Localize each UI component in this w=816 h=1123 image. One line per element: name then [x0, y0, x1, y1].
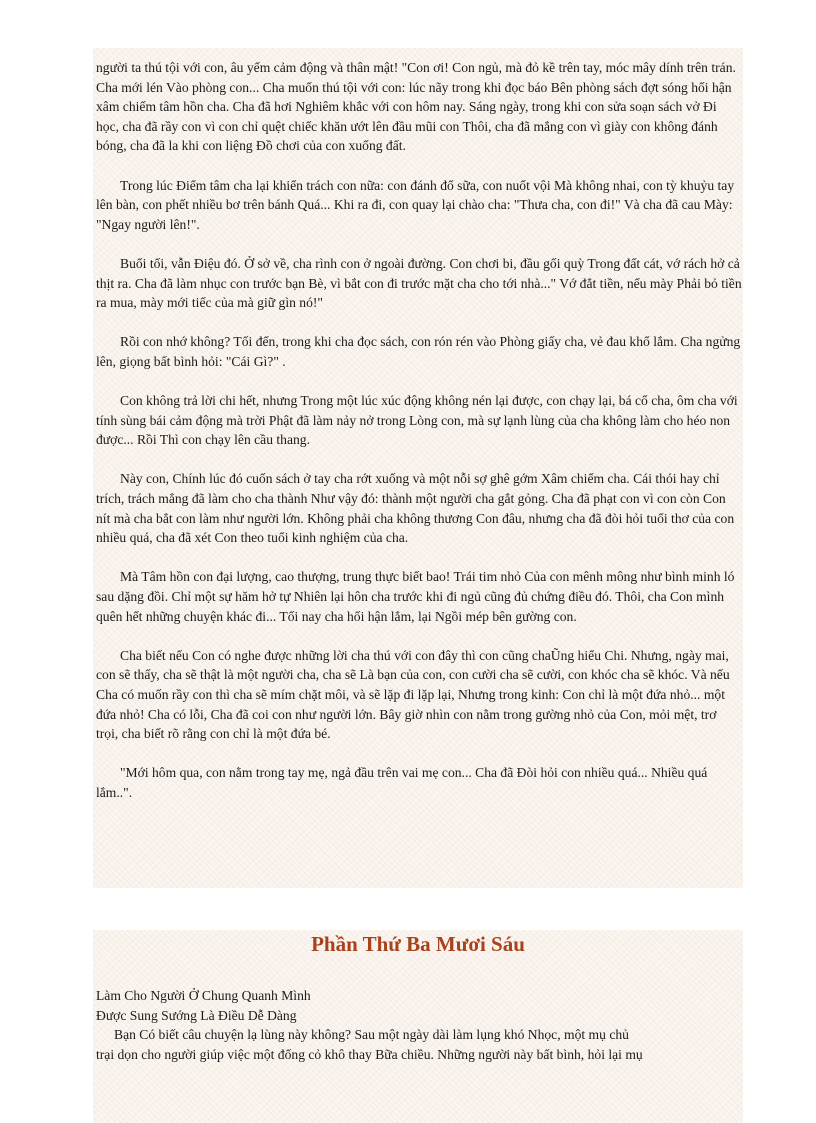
letter-body: [96, 58, 742, 803]
paragraph-2: Trong lúc Điểm tâm cha lại khiển trách con nữa: con đánh đổ sữa, con nuốt vội Mà không nhai, con tỳ khuỷu tay lên bàn, con phết nhiều bơ trên bánh Quá... Khi ra đi, con quay lại chào cha: "Thưa cha, con đi!" Và cha đã cau Mày: "Ngay người lên!".: [96, 177, 735, 232]
chapter-title: Phần Thứ Ba Mươi Sáu: [311, 932, 525, 956]
chapter-intro: [96, 986, 742, 1064]
paragraph-7: Mà Tâm hồn con đại lượng, cao thượng, trung thực biết bao! Trái tim nhỏ Của con mênh mông như bình minh ló sau dặng đồi. Chỉ một sự hăm hở tự Nhiên lại hôn cha trước khi đi ngủ cũng đủ chứng điều đó. Thôi, cha Con mình quên hết những chuyện khác đi... Tối nay cha hối hận lắm, lại Ngồi mép bên gường con.: [96, 569, 735, 624]
paragraph-6: Này con, Chính lúc đó cuốn sách ở tay cha rớt xuống và một nỗi sợ ghê gớm Xâm chiếm cha. Cái thói hay chỉ trích, trách mắng đã làm cho cha thành Như vậy đó: thành một người cha gắt gỏng. Cha đã phạt con vì con còn Con nít mà cha bắt con làm như người lớn. Không phải cha không thương Con đâu, nhưng cha đã đòi hỏi tuổi thơ của con nhiều quá, cha đã xét Con theo tuổi kinh nghiệm của cha.: [96, 471, 735, 546]
chapter-subtitle-line-1: Làm Cho Người Ở Chung Quanh Mình: [96, 988, 311, 1003]
paragraph-4: Rồi con nhớ không? Tối đến, trong khi cha đọc sách, con rón rén vào Phòng giấy cha, vẻ đau khổ lắm. Cha ngửng lên, giọng bất bình hỏi: "Cái Gì?" .: [96, 334, 741, 369]
paragraph-5: Con không trả lời chi hết, nhưng Trong một lúc xúc động không nén lại được, con chạy lại, bá cổ cha, ôm cha với tính sùng bái cảm động mà trời Phật đã làm nảy nở trong Lòng con, mà sự lạnh lùng của cha không làm cho héo non được... Rồi Thì con chạy lên cầu thang.: [96, 393, 738, 448]
paragraph-8: Cha biết nếu Con có nghe được những lời cha thú với con đây thì con cũng chaŨng hiểu Chi. Nhưng, ngày mai, con sẽ thấy, cha sẽ thật là một người cha, cha sẽ Là bạn của con, con cười cha sẽ cười, con khóc cha sẽ khóc. Và nếu Cha có muốn rầy con thì cha sẽ mím chặt môi, và sẽ lặp đi lặp lại, Nhưng trong kinh: Con chỉ là một đứa nhỏ... một đứa nhỏ! Cha có lỗi, Cha đã coi con như người lớn. Bây giờ nhìn con nằm trong gường nhỏ của Con, mỏi mệt, trơ trọi, cha biết rõ rằng con chỉ là một đứa bé.: [96, 647, 730, 742]
intro-line-1: Bạn Có biết câu chuyện lạ lùng này không? Sau một ngày dài làm lụng khó Nhọc, một mụ chủ: [114, 1027, 629, 1043]
paragraph-3: Buổi tối, vẫn Điệu đó. Ở sở về, cha rình con ở ngoài đường. Con chơi bi, đầu gối quỳ Trong đất cát, vớ rách hở cả thịt ra. Cha đã làm nhục con trước bạn Bè, vì bắt con đi trước mặt cha cho tới nhà..." Vớ đắt tiền, nếu mày Phải bỏ tiền ra mua, mày mới tiếc của mà giữ gìn nó!": [96, 255, 742, 311]
paragraph-1: người ta thú tội với con, âu yếm cảm động và thân mật! "Con ơi! Con ngủ, mà đỏ kề trên tay, móc mây dính trên trán. Cha mới lén Vào phòng con... Cha muốn thú tội với con: lúc nãy trong khi đọc báo Bên phòng sách đợt sóng hối hận xâm chiếm tâm hồn cha. Cha đã hơi Nghiêm khắc với con hôm nay. Sáng ngày, trong khi con sửa soạn sách vở Đi học, cha đã rầy con vì con chỉ quệt chiếc khăn ướt lên đầu mũi con Thôi, cha đã mắng con vì giày con không đánh bóng, cha đã la khi con liệng Đồ chơi của con xuống đất.: [96, 60, 736, 154]
paragraph-9: "Mới hôm qua, con nằm trong tay mẹ, ngả đầu trên vai mẹ con... Cha đã Đòi hỏi con nhiều quá... Nhiều quá lắm..".: [96, 765, 708, 800]
intro-line-2: trại dọn cho người giúp việc một đống cỏ khô thay Bữa chiều. Những người này bất bình, hỏi lại mụ: [96, 1046, 643, 1062]
chapter-subtitle-line-2: Được Sung Sướng Là Điều Dễ Dàng: [96, 1007, 297, 1023]
